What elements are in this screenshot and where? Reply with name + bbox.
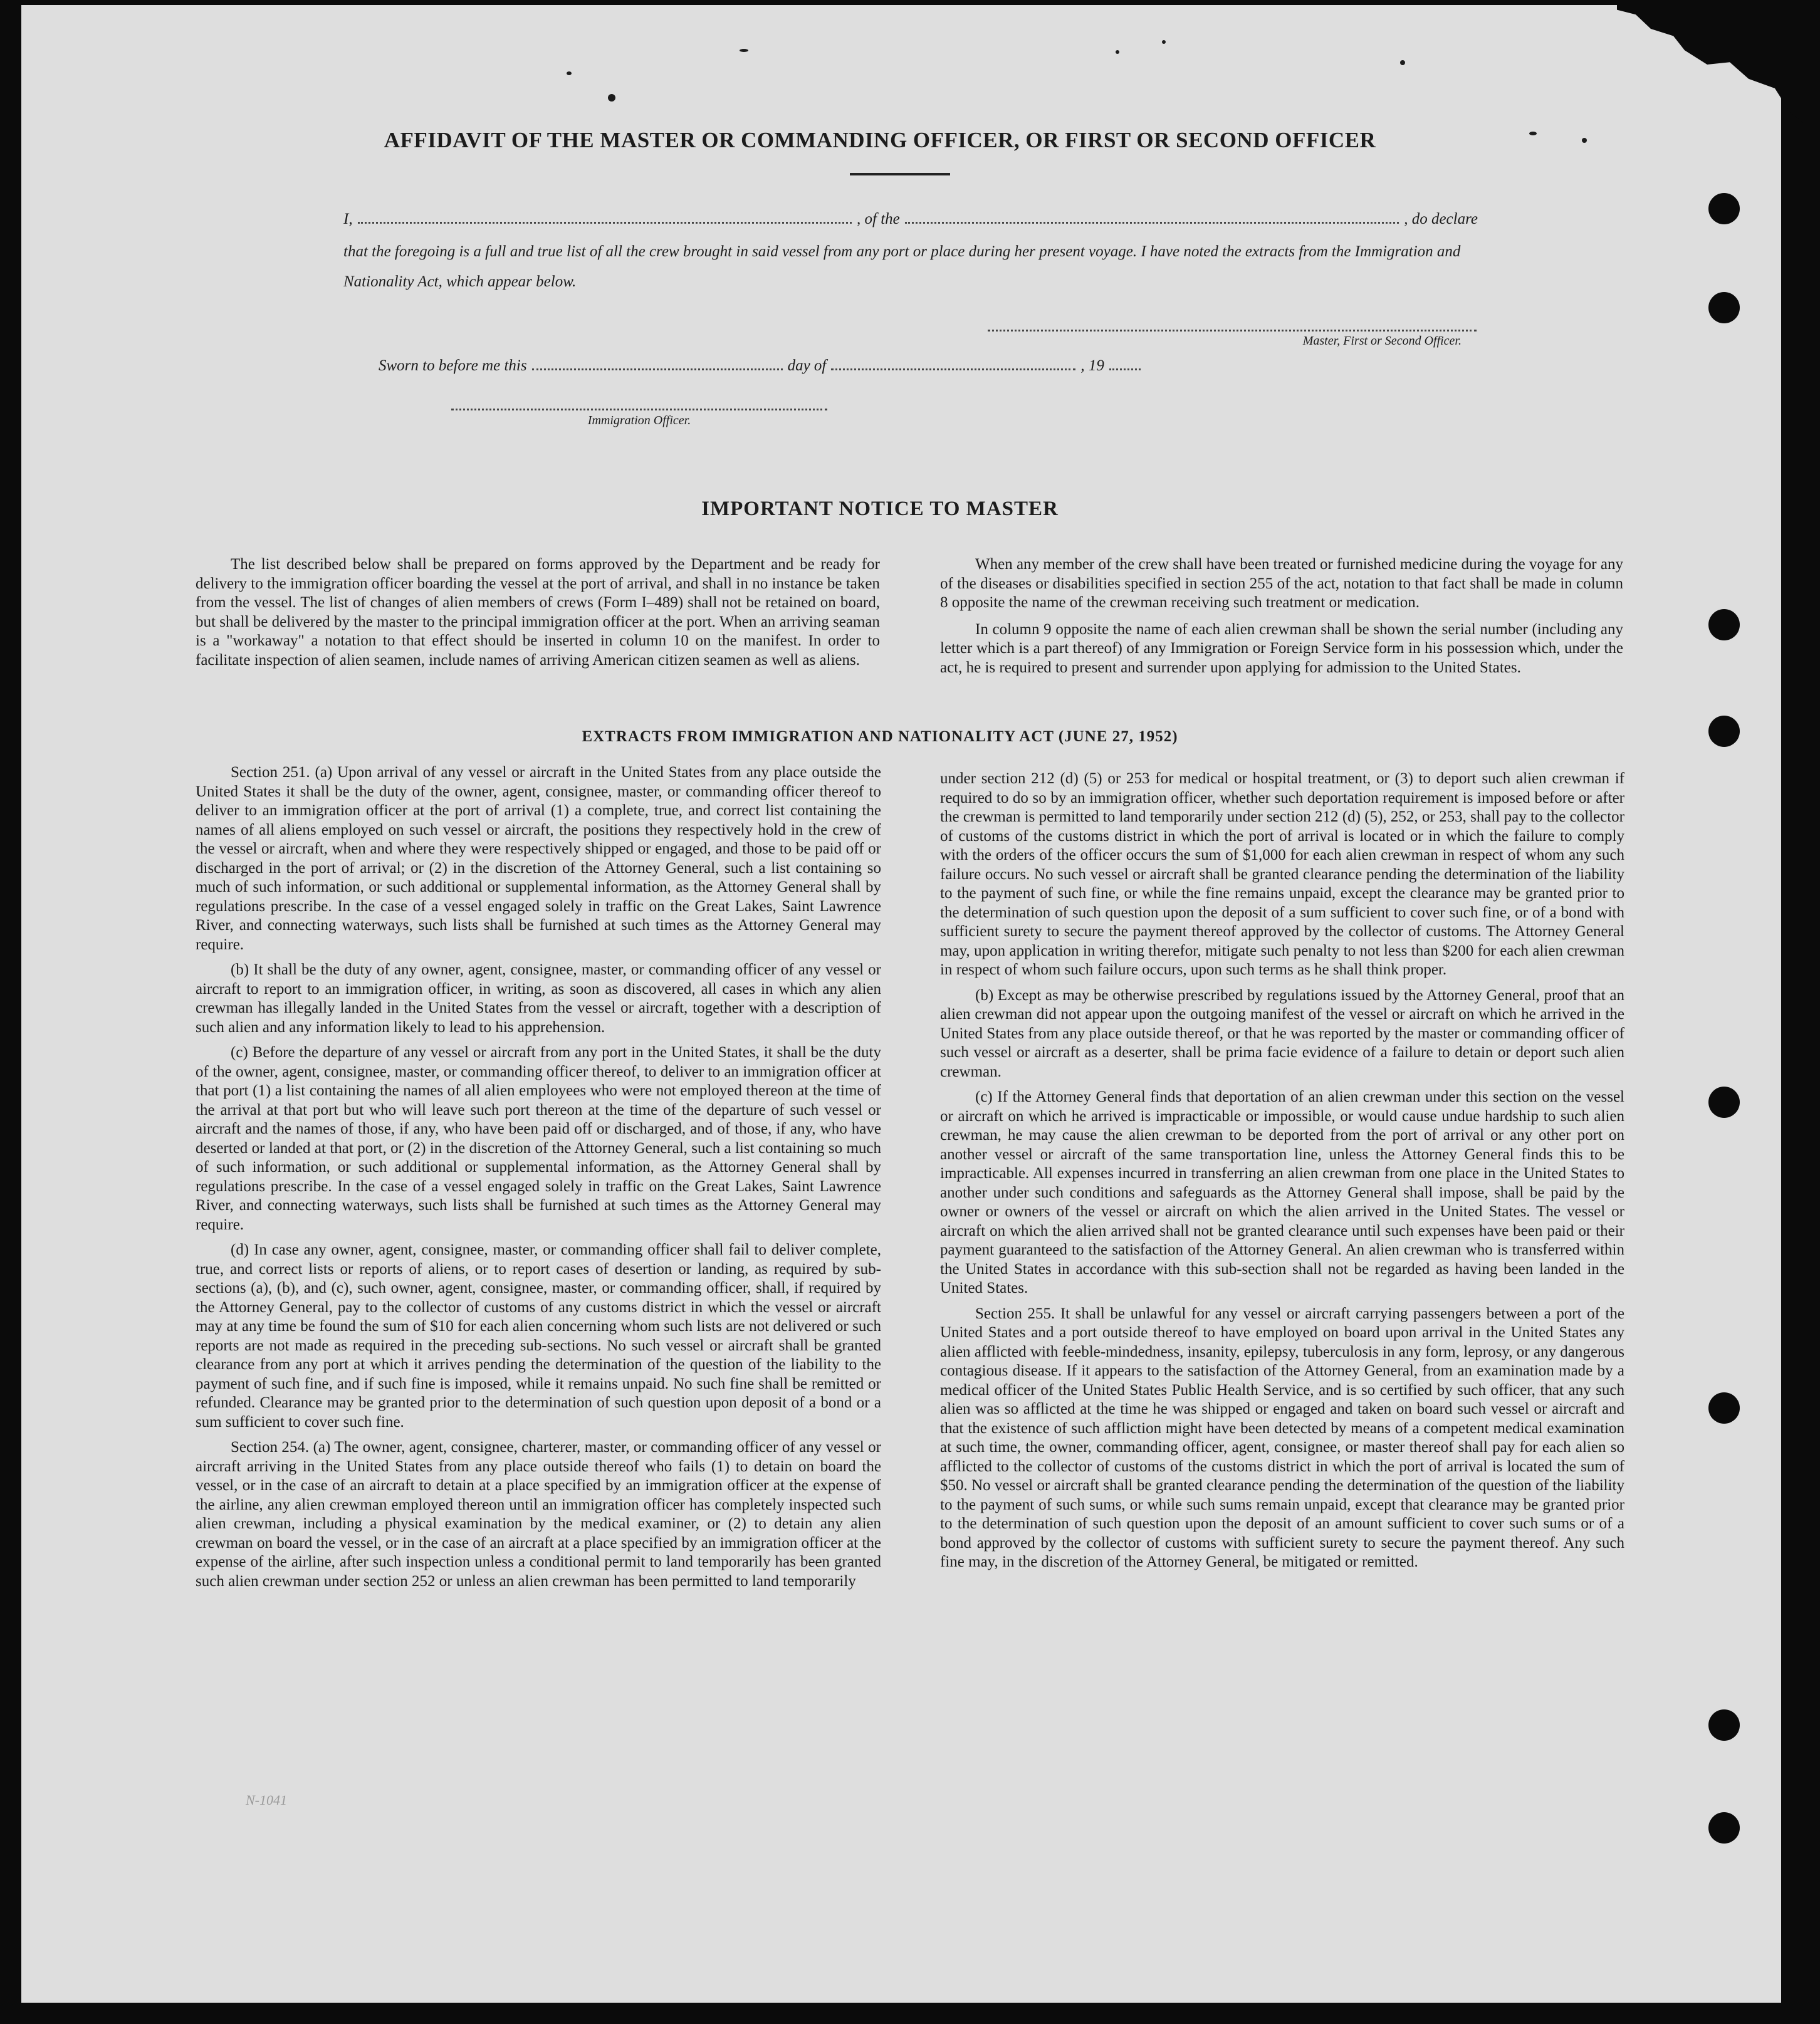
binder-hole — [1708, 1087, 1740, 1118]
binder-hole — [1708, 1709, 1740, 1741]
notice-paragraph: The list described below shall be prepared on forms approved by the Department and be ready for delivery to the immigration officer boarding the vessel at the port of arrival, and shall in no instance be taken from the vessel. The list of changes of alien members of crews (Form I–489) shall not be retained on board, but shall be delivered by the master to the principal immigration officer at the port. When an arriving seaman is a "workaway" a notation to that effect should be inserted in column 10 on the manifest. In order to facilitate inspection of alien seamen, include names of arriving American citizen seamen as well as aliens. — [196, 556, 880, 669]
sworn-day-field[interactable] — [532, 357, 783, 370]
scan-speck — [1116, 50, 1119, 54]
binder-hole — [1708, 716, 1740, 747]
faint-stamp: N-1041 — [246, 1792, 287, 1808]
notice-paragraph: In column 9 opposite the name of each alien crewman shall be shown the serial number (including any letter which is a part thereof) of any Immigration or Foreign Service form in his possession which, under the act, he is required to present and surrender upon applying for admission to the United States. — [940, 620, 1623, 676]
notice-paragraph: When any member of the crew shall have been treated or furnished medicine during the voyage for any of the diseases or disabilities specified in section 255 of the act, notation to that fact shall be made in column 8 opposite the name of the crewman receiving such treatment or medication. — [940, 556, 1623, 611]
section-251c: (c) Before the departure of any vessel or aircraft from any port in the United States, it shall be the duty of the owner, agent, consignee, master, or commanding officer thereof, to deliver to an immigration officer at that port (1) a list containing the names of all alien employees who were not employed thereon at the time of the arrival at that port but who will leave such port thereon at the time of the departure of such vessel or aircraft and the names of those, if any, who have been paid off or discharged, and of those, if any, who have deserted or landed at that port, or (2) in the discretion of the Attorney General, such a list containing so much of such information, or such additional or supplemental information, as the Attorney General shall by regulations prescribe. In the case of a vessel engaged solely in traffic on the Great Lakes, Saint Lawrence River, and connecting waterways, such lists shall be furnished at such times as the Attorney General may require. — [196, 1044, 881, 1233]
section-254a-continued: under section 212 (d) (5) or 253 for medical or hospital treatment, or (3) to deport such alien crewman if required to do so by an immigration officer, whether such deportation requirement is imposed before or after the crewman is permitted to land temporarily under section 212 (d) (5), 252, or 253, shall pay to the collector of customs of the customs district in which the port of arrival is located or in which the failure to comply with the orders of the officer occurs the sum of $1,000 for each alien crewman in respect of whom any such failure occurs. No such vessel or aircraft shall be granted clearance pending the determination of the liability to the payment of such fine, or while the fine remains unpaid, except the clearance may be granted prior to the determination of such question upon the deposit of a sum sufficient to cover such fine, or of a bond with sufficient surety to secure the payment thereof approved by the collector of customs. The Attorney General may, upon application in writing therefor, mitigate such penalty to not less than $200 for each alien crewman in respect of whom such failure occurs, upon such terms as he shall think proper. — [940, 770, 1624, 978]
declaration-line — [343, 211, 1478, 228]
sworn-year: , 19 — [1080, 357, 1104, 374]
section-251d: (d) In case any owner, agent, consignee, master, or commanding officer shall fail to deliver complete, true, and correct lists or reports of aliens, or to report cases of desertion or landing, as required by sub-sections (a), (b), and (c), such owner, agent, consignee, master, or commanding officer, shall, if required by the Attorney General, pay to the collector of customs of any customs district in which the vessel or aircraft may at any time be found the sum of $10 for each alien concerning whom such lists are not delivered or such reports are not made as required in the preceding sub-sections. No such vessel or aircraft shall be granted clearance from any port at which it arrives pending the determination of the question of the liability to the payment of such fine, and if such fine is imposed, while it remains unpaid. No such fine shall be remitted or refunded. Clearance may be granted prior to the determination of such question upon deposit of a bond or a sum sufficient to cover such fine. — [196, 1241, 881, 1431]
sworn-line — [379, 357, 1206, 375]
section-254a: Section 254. (a) The owner, agent, consignee, charterer, master, or commanding officer of any vessel or aircraft arriving in the United States from any place outside thereof who fails (1) to detain on board the vessel, or in the case of an aircraft to detain at a place specified by an immigration officer at the expense of the airline, any alien crewman employed thereon until an immigration officer has completely inspected such alien crewman, including a physical examination by the medical examiner, or (2) to detain any alien crewman on board the vessel, or in the case of an aircraft at a place specified by an immigration officer at the expense of the airline, after such inspection unless a conditional permit to land temporarily has been granted such alien crewman under section 252 or unless an alien crewman has been permitted to land temporarily — [196, 1439, 881, 1590]
immigration-officer-signature-line[interactable] — [451, 409, 827, 410]
vessel-name-field[interactable] — [905, 211, 1399, 224]
sworn-month-field[interactable] — [831, 357, 1075, 370]
notice-title: IMPORTANT NOTICE TO MASTER — [701, 498, 1059, 520]
scan-speck — [740, 49, 748, 52]
master-signature-line[interactable] — [988, 330, 1477, 331]
scan-speck — [567, 71, 572, 75]
affidavit-title: AFFIDAVIT OF THE MASTER OR COMMANDING OFFICER, OR FIRST OR SECOND OFFICER — [384, 128, 1376, 152]
sworn-year-field[interactable] — [1109, 357, 1141, 370]
title-rule — [850, 173, 950, 175]
extracts-left-column — [196, 763, 881, 1597]
binder-hole — [1708, 292, 1740, 323]
declaration-of-the: , of the — [857, 211, 900, 227]
extracts-title: EXTRACTS FROM IMMIGRATION AND NATIONALITY ACT (JUNE 27, 1952) — [582, 728, 1178, 745]
section-254c: (c) If the Attorney General finds that deportation of an alien crewman under this section on the vessel or aircraft on which he arrived is impracticable or impossible, or would cause undue hardship to such alien crewman, he may cause the alien crewman to be deported from the port of arrival or any other port on another vessel or aircraft of the same transportation line, unless the Attorney General finds this to be impracticable. All expenses incurred in transferring an alien crewman from one place in the United States to another under such conditions and safeguards as the Attorney General shall impose, shall be paid by the owner or owners of the vessel or aircraft on which the alien arrived in the United States. The vessel or aircraft on which the alien arrived shall not be granted clearance until such expenses have been paid or their payment guaranteed to the satisfaction of the Attorney General. An alien crewman who is transferred within the United States in accordance with this sub-section shall not be regarded as having been landed in the United States. — [940, 1088, 1624, 1296]
notice-right-column — [940, 555, 1623, 677]
scan-speck — [608, 94, 615, 102]
section-251b: (b) It shall be the duty of any owner, agent, consignee, master, or commanding officer of any vessel or aircraft to report to an immigration officer, in writing, as soon as discovered, all cases in which any alien crewman has illegally landed in the United States from the vessel or aircraft, together with a description of such alien and any information likely to lead to his apprehension. — [196, 961, 881, 1036]
binder-hole — [1708, 609, 1740, 640]
section-251a: Section 251. (a) Upon arrival of any vessel or aircraft in the United States from any place outside the United States it shall be the duty of the owner, agent, consignee, master, or commanding officer thereof to deliver to an immigration officer at the port of arrival (1) a complete, true, and correct list containing the names of all aliens employed on such vessel or aircraft, the positions they respectively hold in the crew of the vessel or aircraft, when and where they were respectively shipped or engaged, and those to be paid off or discharged in the port of arrival; or (2) in the discretion of the Attorney General, such a list containing so much of such information, or such additional or supplemental information, as the Attorney General shall by regulations prescribe. In the case of a vessel engaged solely in traffic on the Great Lakes, Saint Lawrence River, and connecting waterways, such lists shall be furnished at such times as the Attorney General may require. — [196, 764, 881, 953]
binder-hole — [1708, 1812, 1740, 1844]
extracts-right-column — [940, 769, 1624, 1578]
notice-left-column — [196, 555, 880, 670]
section-255: Section 255. It shall be unlawful for any vessel or aircraft carrying passengers between a port of the United States and a port outside thereof to have employed on board upon arrival in the United States any alien afflicted with feeble-mindedness, insanity, epilepsy, tuberculosis in any form, leprosy, or any dangerous contagious disease. If it appears to the satisfaction of the Attorney General, from an examination made by a medical officer of the United States Public Health Service, and is so certified by such officer, that any such alien was so afflicted at the time he was shipped or engaged and taken on board such vessel or aircraft and that the existence of such affliction might have been detected by means of a competent medical examination at such time, the owner, commanding officer, agent, consignee, or master thereof shall pay for each alien so afflicted to the collector of customs of the customs district in which the port of arrival is located the sum of $50. No vessel or aircraft shall be granted clearance pending the determination of the question of the liability to the payment of such sums, or while such sums remain unpaid, except that clearance may be granted prior to the determination of such question upon the deposit of an amount sufficient to cover such sums or of a bond approved by the collector of customs with sufficient surety to secure the payment thereof. Any such fine may, in the discretion of the Attorney General, be mitigated or remitted. — [940, 1305, 1624, 1570]
declaration-i: I, — [343, 211, 353, 227]
sworn-day-of: day of — [787, 357, 827, 374]
scan-speck — [1162, 40, 1166, 44]
declarant-name-field[interactable] — [358, 211, 852, 224]
section-254b: (b) Except as may be otherwise prescribed by regulations issued by the Attorney General, proof that an alien crewman did not appear upon the outgoing manifest of the vessel or aircraft on which he arrived in the United States from any place outside thereof, or that he was reported by the master or commanding officer of such vessel or aircraft as a deserter, shall be prima facie evidence of a failure to detain or deport such alien crewman. — [940, 986, 1624, 1080]
binder-hole — [1708, 193, 1740, 224]
declaration-text: that the foregoing is a full and true list of all the crew brought in said vessel from any port or place during her present voyage. I have noted the extracts from the Immigration and Nationality Act, which appear below. — [343, 243, 1461, 290]
declaration-do-declare: , do declare — [1404, 211, 1478, 227]
immigration-officer-caption: Immigration Officer. — [587, 414, 691, 427]
binder-hole — [1708, 1392, 1740, 1424]
scan-speck — [1400, 60, 1405, 65]
master-signature-caption: Master, First or Second Officer. — [1302, 334, 1462, 348]
sworn-prefix: Sworn to before me this — [379, 357, 527, 374]
